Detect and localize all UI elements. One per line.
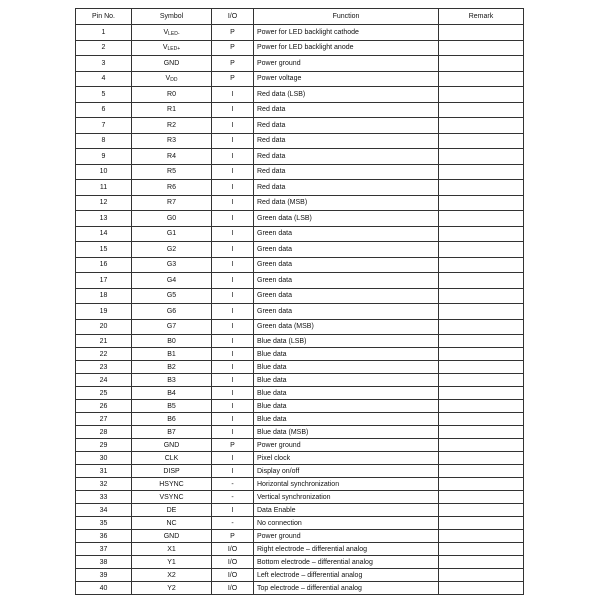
- io-cell: I: [212, 133, 254, 149]
- symbol-text: B1: [167, 350, 176, 358]
- table-row: [76, 102, 524, 118]
- table-row: [76, 348, 524, 361]
- pin-number-cell: 31: [76, 465, 132, 478]
- symbol-cell: [132, 40, 212, 56]
- remark-cell: [439, 180, 524, 196]
- table-row: [76, 335, 524, 348]
- symbol-cell: [132, 478, 212, 491]
- remark-cell: [439, 491, 524, 504]
- function-cell: Blue data: [254, 400, 439, 413]
- pin-number-cell: 36: [76, 530, 132, 543]
- function-cell: Blue data: [254, 361, 439, 374]
- pin-number-cell: 34: [76, 504, 132, 517]
- symbol-cell: [132, 195, 212, 211]
- function-cell: Green data (LSB): [254, 211, 439, 227]
- io-cell: -: [212, 517, 254, 530]
- io-cell: I: [212, 335, 254, 348]
- function-cell: Horizontal synchronization: [254, 478, 439, 491]
- remark-cell: [439, 465, 524, 478]
- function-cell: Green data: [254, 257, 439, 273]
- symbol-cell: [132, 118, 212, 134]
- pin-number-cell: 20: [76, 319, 132, 335]
- function-cell: Green data: [254, 226, 439, 242]
- symbol-cell: [132, 25, 212, 41]
- symbol-cell: [132, 452, 212, 465]
- function-cell: Display on/off: [254, 465, 439, 478]
- symbol-text: CLK: [164, 454, 179, 462]
- function-cell: Power ground: [254, 530, 439, 543]
- io-cell: I: [212, 257, 254, 273]
- pin-number-cell: 37: [76, 543, 132, 556]
- remark-cell: [439, 517, 524, 530]
- io-cell: I/O: [212, 582, 254, 595]
- header-symbol: Symbol: [132, 9, 212, 25]
- symbol-cell: [132, 582, 212, 595]
- function-cell: Vertical synchronization: [254, 491, 439, 504]
- symbol-cell: [132, 273, 212, 289]
- table-body: [76, 25, 524, 595]
- header-function: Function: [254, 9, 439, 25]
- io-cell: I: [212, 504, 254, 517]
- remark-cell: [439, 478, 524, 491]
- remark-cell: [439, 530, 524, 543]
- table-row: [76, 374, 524, 387]
- remark-cell: [439, 543, 524, 556]
- symbol-text: G0: [166, 214, 177, 222]
- pin-number-cell: 1: [76, 25, 132, 41]
- pin-number-cell: 15: [76, 242, 132, 258]
- io-cell: I: [212, 195, 254, 211]
- symbol-text: R3: [167, 137, 176, 145]
- remark-cell: [439, 319, 524, 335]
- symbol-text: G4: [166, 276, 177, 284]
- table-row: [76, 465, 524, 478]
- symbol-cell: [132, 164, 212, 180]
- symbol-text: V: [165, 75, 171, 83]
- io-cell: I: [212, 452, 254, 465]
- function-cell: Top electrode – differential analog: [254, 582, 439, 595]
- remark-cell: [439, 87, 524, 103]
- pin-number-cell: 40: [76, 582, 132, 595]
- table-row: [76, 180, 524, 196]
- io-cell: I: [212, 211, 254, 227]
- pin-number-cell: 4: [76, 71, 132, 87]
- io-cell: I: [212, 400, 254, 413]
- table-row: [76, 319, 524, 335]
- pin-number-cell: 28: [76, 426, 132, 439]
- function-cell: Power ground: [254, 439, 439, 452]
- table-row: [76, 556, 524, 569]
- symbol-text: G7: [166, 323, 177, 331]
- remark-cell: [439, 40, 524, 56]
- symbol-text: B7: [167, 428, 176, 436]
- symbol-text: G1: [166, 230, 177, 238]
- remark-cell: [439, 118, 524, 134]
- table-row: [76, 582, 524, 595]
- table-row: [76, 133, 524, 149]
- function-cell: Red data: [254, 133, 439, 149]
- io-cell: I: [212, 361, 254, 374]
- function-cell: Green data (MSB): [254, 319, 439, 335]
- remark-cell: [439, 226, 524, 242]
- symbol-cell: [132, 517, 212, 530]
- io-cell: I: [212, 273, 254, 289]
- remark-cell: [439, 71, 524, 87]
- symbol-cell: [132, 319, 212, 335]
- io-cell: P: [212, 530, 254, 543]
- function-cell: Red data: [254, 149, 439, 165]
- pin-number-cell: 35: [76, 517, 132, 530]
- remark-cell: [439, 400, 524, 413]
- function-cell: Blue data: [254, 348, 439, 361]
- symbol-text: R7: [167, 199, 176, 207]
- function-cell: Blue data (LSB): [254, 335, 439, 348]
- function-cell: Blue data: [254, 374, 439, 387]
- pin-number-cell: 24: [76, 374, 132, 387]
- symbol-subscript: DD: [170, 77, 178, 84]
- pin-number-cell: 8: [76, 133, 132, 149]
- remark-cell: [439, 335, 524, 348]
- symbol-text: V: [163, 28, 169, 36]
- function-cell: Green data: [254, 304, 439, 320]
- io-cell: -: [212, 478, 254, 491]
- io-cell: I: [212, 413, 254, 426]
- symbol-cell: [132, 242, 212, 258]
- remark-cell: [439, 582, 524, 595]
- remark-cell: [439, 102, 524, 118]
- pin-number-cell: 10: [76, 164, 132, 180]
- symbol-text: Y2: [167, 584, 176, 592]
- header-remark: Remark: [439, 9, 524, 25]
- table-row: [76, 164, 524, 180]
- remark-cell: [439, 569, 524, 582]
- table-row: [76, 543, 524, 556]
- table-row: [76, 257, 524, 273]
- pin-number-cell: 25: [76, 387, 132, 400]
- table-row: [76, 517, 524, 530]
- io-cell: I/O: [212, 543, 254, 556]
- io-cell: P: [212, 439, 254, 452]
- pin-assignment-table: [75, 8, 524, 595]
- io-cell: -: [212, 491, 254, 504]
- pin-number-cell: 18: [76, 288, 132, 304]
- table-row: [76, 56, 524, 72]
- pin-number-cell: 13: [76, 211, 132, 227]
- remark-cell: [439, 304, 524, 320]
- pin-number-cell: 7: [76, 118, 132, 134]
- symbol-cell: [132, 71, 212, 87]
- io-cell: I: [212, 242, 254, 258]
- symbol-cell: [132, 400, 212, 413]
- pin-number-cell: 21: [76, 335, 132, 348]
- io-cell: I: [212, 319, 254, 335]
- pin-number-cell: 27: [76, 413, 132, 426]
- pin-number-cell: 3: [76, 56, 132, 72]
- io-cell: I: [212, 304, 254, 320]
- function-cell: No connection: [254, 517, 439, 530]
- symbol-cell: [132, 180, 212, 196]
- symbol-text: G2: [166, 245, 177, 253]
- function-cell: Blue data: [254, 387, 439, 400]
- symbol-cell: [132, 374, 212, 387]
- function-cell: Red data: [254, 164, 439, 180]
- remark-cell: [439, 273, 524, 289]
- pin-number-cell: 6: [76, 102, 132, 118]
- symbol-cell: [132, 569, 212, 582]
- symbol-text: DISP: [163, 467, 180, 475]
- symbol-cell: [132, 413, 212, 426]
- symbol-text: B4: [167, 389, 176, 397]
- io-cell: I/O: [212, 556, 254, 569]
- remark-cell: [439, 439, 524, 452]
- function-cell: Left electrode – differential analog: [254, 569, 439, 582]
- io-cell: I: [212, 164, 254, 180]
- symbol-cell: [132, 556, 212, 569]
- function-cell: Power voltage: [254, 71, 439, 87]
- io-cell: I: [212, 374, 254, 387]
- io-cell: P: [212, 40, 254, 56]
- symbol-cell: [132, 304, 212, 320]
- table-row: [76, 304, 524, 320]
- symbol-text: R6: [167, 183, 176, 191]
- table-row: [76, 211, 524, 227]
- function-cell: Red data: [254, 102, 439, 118]
- pin-number-cell: 23: [76, 361, 132, 374]
- table-row: [76, 504, 524, 517]
- symbol-text: B0: [167, 337, 176, 345]
- header-io: I/O: [212, 9, 254, 25]
- function-cell: Power for LED backlight anode: [254, 40, 439, 56]
- io-cell: I: [212, 180, 254, 196]
- symbol-text: R1: [167, 106, 176, 114]
- table-row: [76, 149, 524, 165]
- pin-number-cell: 17: [76, 273, 132, 289]
- symbol-cell: [132, 530, 212, 543]
- symbol-text: G6: [166, 307, 177, 315]
- symbol-text: G3: [166, 261, 177, 269]
- symbol-cell: [132, 504, 212, 517]
- pin-number-cell: 38: [76, 556, 132, 569]
- table-row: [76, 478, 524, 491]
- remark-cell: [439, 195, 524, 211]
- symbol-cell: [132, 387, 212, 400]
- function-cell: Red data: [254, 180, 439, 196]
- pin-number-cell: 11: [76, 180, 132, 196]
- remark-cell: [439, 164, 524, 180]
- io-cell: I: [212, 149, 254, 165]
- symbol-cell: [132, 543, 212, 556]
- table-row: [76, 87, 524, 103]
- pin-number-cell: 2: [76, 40, 132, 56]
- pin-number-cell: 5: [76, 87, 132, 103]
- pin-number-cell: 9: [76, 149, 132, 165]
- table-row: [76, 226, 524, 242]
- io-cell: I: [212, 387, 254, 400]
- table-header-row: [76, 9, 524, 25]
- function-cell: Red data: [254, 118, 439, 134]
- table-row: [76, 118, 524, 134]
- symbol-subscript: LED-: [168, 30, 180, 37]
- table-row: [76, 71, 524, 87]
- symbol-cell: [132, 87, 212, 103]
- table-row: [76, 413, 524, 426]
- remark-cell: [439, 556, 524, 569]
- table-row: [76, 400, 524, 413]
- table-row: [76, 242, 524, 258]
- io-cell: I: [212, 426, 254, 439]
- pin-number-cell: 29: [76, 439, 132, 452]
- table-row: [76, 195, 524, 211]
- pin-number-cell: 26: [76, 400, 132, 413]
- symbol-cell: [132, 56, 212, 72]
- remark-cell: [439, 257, 524, 273]
- function-cell: Green data: [254, 288, 439, 304]
- symbol-text: B6: [167, 415, 176, 423]
- remark-cell: [439, 426, 524, 439]
- symbol-cell: [132, 491, 212, 504]
- symbol-text: GND: [163, 532, 180, 540]
- remark-cell: [439, 374, 524, 387]
- io-cell: P: [212, 25, 254, 41]
- function-cell: Green data: [254, 242, 439, 258]
- remark-cell: [439, 361, 524, 374]
- symbol-text: X1: [167, 545, 176, 553]
- symbol-cell: [132, 426, 212, 439]
- remark-cell: [439, 149, 524, 165]
- symbol-cell: [132, 465, 212, 478]
- symbol-text: R0: [167, 90, 176, 98]
- pin-number-cell: 22: [76, 348, 132, 361]
- pin-number-cell: 14: [76, 226, 132, 242]
- symbol-cell: [132, 211, 212, 227]
- function-cell: Power ground: [254, 56, 439, 72]
- symbol-cell: [132, 133, 212, 149]
- pin-number-cell: 19: [76, 304, 132, 320]
- remark-cell: [439, 348, 524, 361]
- symbol-text: DE: [166, 506, 177, 514]
- symbol-text: X2: [167, 571, 176, 579]
- io-cell: P: [212, 71, 254, 87]
- symbol-text: VSYNC: [159, 493, 184, 501]
- io-cell: I: [212, 87, 254, 103]
- table-row: [76, 40, 524, 56]
- function-cell: Data Enable: [254, 504, 439, 517]
- function-cell: Green data: [254, 273, 439, 289]
- io-cell: I: [212, 288, 254, 304]
- table-row: [76, 387, 524, 400]
- symbol-text: GND: [163, 441, 180, 449]
- symbol-text: R2: [167, 121, 176, 129]
- symbol-text: G5: [166, 292, 177, 300]
- pin-number-cell: 32: [76, 478, 132, 491]
- function-cell: Red data (MSB): [254, 195, 439, 211]
- io-cell: I: [212, 118, 254, 134]
- table-row: [76, 426, 524, 439]
- symbol-subscript: LED+: [167, 46, 181, 53]
- symbol-cell: [132, 257, 212, 273]
- io-cell: I: [212, 226, 254, 242]
- header-pin-no: Pin No.: [76, 9, 132, 25]
- symbol-text: B5: [167, 402, 176, 410]
- io-cell: I/O: [212, 569, 254, 582]
- function-cell: Blue data (MSB): [254, 426, 439, 439]
- table-row: [76, 530, 524, 543]
- symbol-text: R5: [167, 168, 176, 176]
- pin-number-cell: 16: [76, 257, 132, 273]
- symbol-cell: [132, 226, 212, 242]
- remark-cell: [439, 288, 524, 304]
- symbol-text: GND: [163, 59, 180, 67]
- symbol-cell: [132, 102, 212, 118]
- table-row: [76, 273, 524, 289]
- table-row: [76, 569, 524, 582]
- pin-number-cell: 30: [76, 452, 132, 465]
- table-row: [76, 361, 524, 374]
- remark-cell: [439, 25, 524, 41]
- table-row: [76, 452, 524, 465]
- symbol-text: Y1: [167, 558, 176, 566]
- function-cell: Right electrode – differential analog: [254, 543, 439, 556]
- function-cell: Blue data: [254, 413, 439, 426]
- symbol-cell: [132, 335, 212, 348]
- function-cell: Pixel clock: [254, 452, 439, 465]
- remark-cell: [439, 56, 524, 72]
- function-cell: Red data (LSB): [254, 87, 439, 103]
- remark-cell: [439, 242, 524, 258]
- symbol-cell: [132, 149, 212, 165]
- io-cell: I: [212, 102, 254, 118]
- table-row: [76, 288, 524, 304]
- symbol-cell: [132, 439, 212, 452]
- pin-number-cell: 39: [76, 569, 132, 582]
- symbol-text: HSYNC: [159, 480, 184, 488]
- pin-number-cell: 33: [76, 491, 132, 504]
- symbol-text: V: [162, 44, 168, 52]
- remark-cell: [439, 387, 524, 400]
- symbol-text: B3: [167, 376, 176, 384]
- symbol-cell: [132, 288, 212, 304]
- io-cell: I: [212, 465, 254, 478]
- symbol-text: NC: [166, 519, 177, 527]
- remark-cell: [439, 211, 524, 227]
- remark-cell: [439, 504, 524, 517]
- remark-cell: [439, 133, 524, 149]
- symbol-cell: [132, 348, 212, 361]
- remark-cell: [439, 413, 524, 426]
- symbol-cell: [132, 361, 212, 374]
- io-cell: I: [212, 348, 254, 361]
- pin-number-cell: 12: [76, 195, 132, 211]
- remark-cell: [439, 452, 524, 465]
- symbol-text: R4: [167, 152, 176, 160]
- table-row: [76, 439, 524, 452]
- table-row: [76, 25, 524, 41]
- table-row: [76, 491, 524, 504]
- function-cell: Power for LED backlight cathode: [254, 25, 439, 41]
- io-cell: P: [212, 56, 254, 72]
- symbol-text: B2: [167, 363, 176, 371]
- function-cell: Bottom electrode – differential analog: [254, 556, 439, 569]
